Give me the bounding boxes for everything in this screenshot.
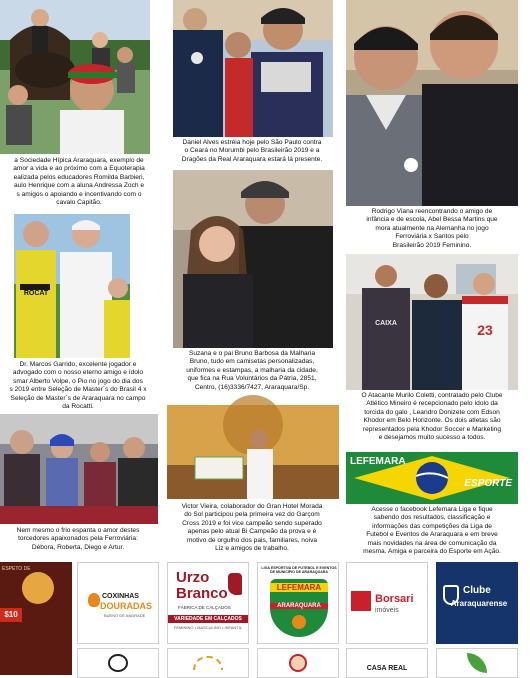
ad-chef[interactable] [257,648,339,678]
ball-icon [292,615,306,629]
banner-esporte-text: ESPORTE [464,478,512,489]
ad-borsari-brand: Borsari [375,593,414,605]
mascot-icon [22,572,54,604]
coxinha-icon [88,593,100,607]
photo-hipica [0,0,150,154]
ad-urzo-brand: Urzo [176,569,210,586]
ad-casa-real[interactable] [346,648,428,678]
ad-espeto-line1: ESPETO DE [2,566,31,572]
ad-casa-real-brand: CASA REAL [366,664,408,672]
caption-victor-vieira: Victor Vieira, colaborador do Gran Hotel Morada do Sol participou pela primeira vez do Garçom Cross 2019 e foi vice campeão sendo superado apenas pelo atual Bi Campeão da prova e é motivo de orgulho dos pais, familiares, noiva Liz e amigos de trabalho. [181,503,323,553]
photo-suzana-bruno [173,170,333,348]
ad-clube-brand2: Araraquarense [450,599,508,608]
leaf-icon [467,653,487,673]
ad-coxinhas-brand2: DOURADAS [100,601,153,611]
caption-marcos-garrido: Dr. Marcos Garrido, excelente jogador e advogado com o nosso eterno amigo e ídolo smar Alberto Volpe, o Pio no jogo do dia dos s 2019 entre Seleção de Master´s do Brasil 4 x Seleção de Master´s de Araraquara no campo da Rocatti. [9,361,147,411]
ad-clube-araraquarense[interactable] [436,562,518,644]
photo-lefemara-banner [346,452,518,504]
ad-urzo-sub: FÁBRICA DE CALÇADOS [178,605,231,610]
jersey-rocatti-text: ROCAT [23,290,49,297]
ad-lefemara-city: ARARAQUARA [270,603,328,609]
ad-urzo-branco[interactable] [167,562,249,644]
photo-torcida [0,414,158,524]
ad-lefemara[interactable] [257,562,339,644]
ad-espeto-lower [0,644,72,675]
chef-icon [289,654,307,672]
ad-espeto[interactable] [0,562,72,644]
ad-lefemara-top: LIGA ESPORTIVA DE FUTEBOL E EVENTOS DE MUNICÍPIO DE ARARAQUARA [261,566,337,575]
caption-suzana-bruno: Suzana e o pai Bruno Barbosa da Malharia Bruno, tudo em camisetas personalizadas, uniformes e estampas, a malharia da cidade, que fica na Rua Voluntários da Pátria, 2851, Centro, (16)3336/7427, Araraquara/Sp. [186,350,318,391]
ad-leaf[interactable] [436,648,518,678]
ad-sun[interactable] [167,648,249,678]
banner-lefemara-text: LEFEMARA [350,456,406,467]
caption-murilo-coletti: O Atacante Murilo Coletti, contratado pelo Clube Atlético Mineiro é recepcionado pelo ídolo da torcida do galo , Leandro Donizete com Edson Khodor em Belo Horizonte. Os dois atletas são representados pela Khodor Soccer e Marketing e desejamos muito sucesso a todos. [361,392,503,442]
ad-espeto-price: $10 [0,608,22,622]
ad-lefemara-brand: LEFEMARA [270,583,328,592]
photo-marcos-garrido [14,214,130,358]
jersey-number-text: 23 [477,322,493,338]
ad-clube-brand: Clube [463,585,491,596]
photo-victor-vieira [167,405,339,499]
sun-rays-icon [193,656,223,670]
jersey-caixa-text: CAIXA [375,320,397,327]
photo-daniel-alves [173,0,333,137]
caption-rodrigo-viana: Rodrigo Viana reencontrando o amigo de infância e de escola, Abel Bessa Martins que mora atualmente na Alemanha no jogo Ferroviária x Santos pelo Brasileirão 2019 Feminino. [366,208,498,249]
photo-murilo-coletti [346,254,518,390]
photo-rodrigo-viana [346,0,518,206]
caption-hipica: a Sociedade Hípica Araraquara, exemplo de amor a vida e ao próximo com a Equoterapia ealizada pelos educadores Romilda Barbieri, aulo Henrique com a aluna Andressa Zoch e s amigos o apoiando e incentivando com o cavalo Capitão. [13,157,145,207]
ad-urzo-sub2: VARIEDADE EM CALÇADOS [168,615,248,623]
ad-borsari[interactable] [346,562,428,644]
caption-daniel-alves: Daniel Alves estréia hoje pelo São Paulo contra o Ceará no Morumbi pelo Brasileirão 2019 e a Dragões da Real Araraquara estará lá presente. [181,139,323,163]
ad-coxinhas-sub: BUENO DE ANDRADE [104,613,146,618]
caption-torcida: Nem mesmo o frio espanta o amor destes torcedores apaixonados pela Ferroviária: Débora, Roberta, Diego e Artur. [16,527,140,551]
ad-urzo-brand2: Branco [176,585,228,602]
ad-coxinhas[interactable] [77,562,159,644]
ad-urzo-sub3: FEMININO • MASCULINO • INFANTIL [173,625,243,630]
barber-icon [108,654,128,672]
ad-borsari-sub: imóveis [375,607,399,614]
borsari-logo-icon [351,591,371,611]
caption-lefemara: Acesse o facebook Lefemara Liga e fique sabendo dos resultados, classificação e informações das competições da Liga de Futebol e Eventos de Araraquara e em breve mais novidades na área de comunicação da mesma. Amiga e parceira do Esporte em Ação. [363,506,501,556]
shoe-icon [228,573,242,595]
ad-barber[interactable] [77,648,159,678]
ad-coxinhas-brand: COXINHAS [102,593,139,600]
